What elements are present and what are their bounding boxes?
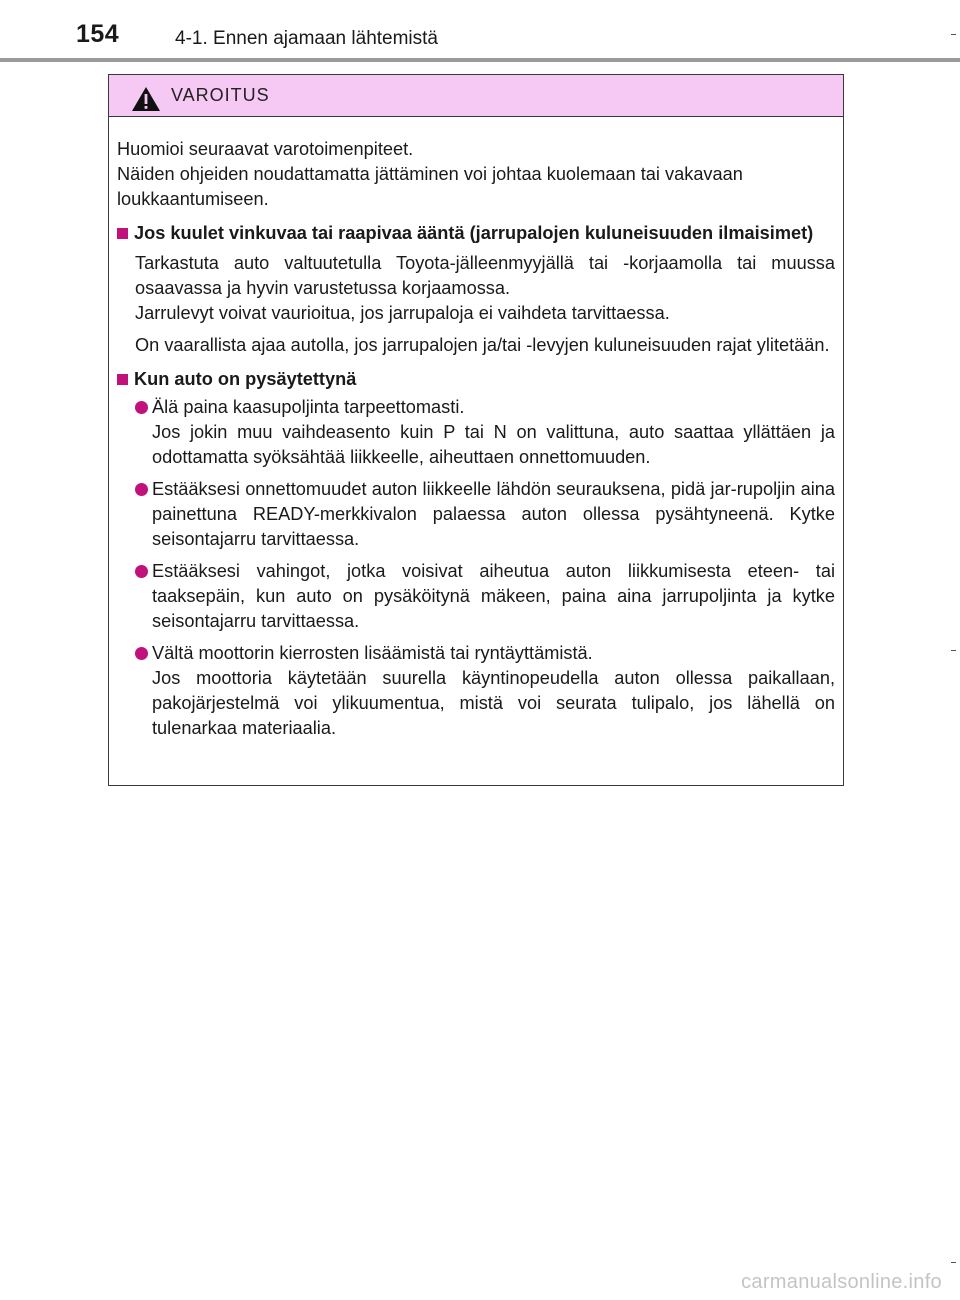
section-heading-brake-noise xyxy=(117,221,835,246)
watermark: carmanualsonline.info xyxy=(741,1271,942,1293)
round-bullet-icon xyxy=(135,565,148,578)
section-title: 4-1. Ennen ajamaan lähtemistä xyxy=(175,28,438,49)
warning-body xyxy=(109,117,843,741)
warning-box xyxy=(108,74,844,786)
page-number: 154 xyxy=(76,20,120,48)
paragraph-text: On vaarallista ajaa autolla, jos jarrupalojen ja/tai -levyjen kuluneisuuden rajat ylitetään. xyxy=(135,335,830,355)
bullet-text xyxy=(152,477,835,552)
intro-line: Näiden ohjeiden noudattamatta jättäminen voi johtaa kuolemaan tai vakavaan xyxy=(117,164,743,184)
bullet-item xyxy=(135,477,835,552)
section-heading-text: Jos kuulet vinkuvaa tai raapivaa ääntä (jarrupalojen kuluneisuuden ilmaisimet) xyxy=(134,223,814,243)
round-bullet-icon xyxy=(135,483,148,496)
crop-mark xyxy=(951,1262,956,1263)
square-bullet-icon xyxy=(117,374,128,385)
bullet-lead: Vältä moottorin kierrosten lisäämistä tai ryntäyttämistä. xyxy=(152,643,593,663)
warning-triangle-icon xyxy=(131,86,161,112)
section-heading-text: Kun auto on pysäytettynä xyxy=(134,369,357,389)
bullet-text xyxy=(152,641,835,741)
bullet-item xyxy=(135,395,835,470)
intro-text xyxy=(117,137,835,212)
bullet-lead: Älä paina kaasupoljinta tarpeettomasti. xyxy=(152,397,465,417)
bullet-item xyxy=(135,641,835,741)
paragraph-text: Tarkastuta auto valtuutetulla Toyota-jälleenmyyjällä tai -korjaamolla tai muussa osaavassa ja hyvin varustetussa korjaamossa. xyxy=(135,253,835,298)
paragraph-text: Jarrulevyt voivat vaurioitua, jos jarrupaloja ei vaihdeta tarvittaessa. xyxy=(135,303,670,323)
round-bullet-icon xyxy=(135,647,148,660)
intro-line: Huomioi seuraavat varotoimenpiteet. xyxy=(117,139,414,159)
warning-label: VAROITUS xyxy=(171,85,270,105)
crop-mark xyxy=(951,650,956,651)
header-rule xyxy=(0,58,960,62)
square-bullet-icon xyxy=(117,228,128,239)
bullet-body: Estääksesi vahingot, jotka voisivat aiheutua auton liikkumisesta eteen- tai taaksepäin, kun auto on pysäköitynä mäkeen, paina aina jarrupoljinta ja kytke seisontajarru tarvittaessa. xyxy=(152,561,835,631)
section-heading-stopped xyxy=(117,367,835,392)
bullet-body: Jos jokin muu vaihdeasento kuin P tai N on valittuna, auto saattaa yllättäen ja odottamatta syöksähtää liikkeelle, aiheuttaen onnettomuuden. xyxy=(152,422,835,467)
bullet-text xyxy=(152,395,835,470)
crop-mark xyxy=(951,34,956,35)
bullet-text xyxy=(152,559,835,634)
paragraph xyxy=(135,333,835,358)
intro-line: loukkaantumiseen. xyxy=(117,189,269,209)
round-bullet-icon xyxy=(135,401,148,414)
warning-header xyxy=(109,75,843,117)
bullet-item xyxy=(135,559,835,634)
bullet-body: Estääksesi onnettomuudet auton liikkeelle lähdön seurauksena, pidä jar-rupoljin aina painettuna READY-merkkivalon palaessa auton ollessa pysähtyneenä. Kytke seisontajarru tarvittaessa. xyxy=(152,479,835,549)
paragraph xyxy=(135,251,835,326)
bullet-body: Jos moottoria käytetään suurella käyntinopeudella auton ollessa paikallaan, pakojärjestelmä voi ylikuumentua, mistä voi seurata tulipalo, jos lähellä on tulenarkaa materiaalia. xyxy=(152,668,835,738)
